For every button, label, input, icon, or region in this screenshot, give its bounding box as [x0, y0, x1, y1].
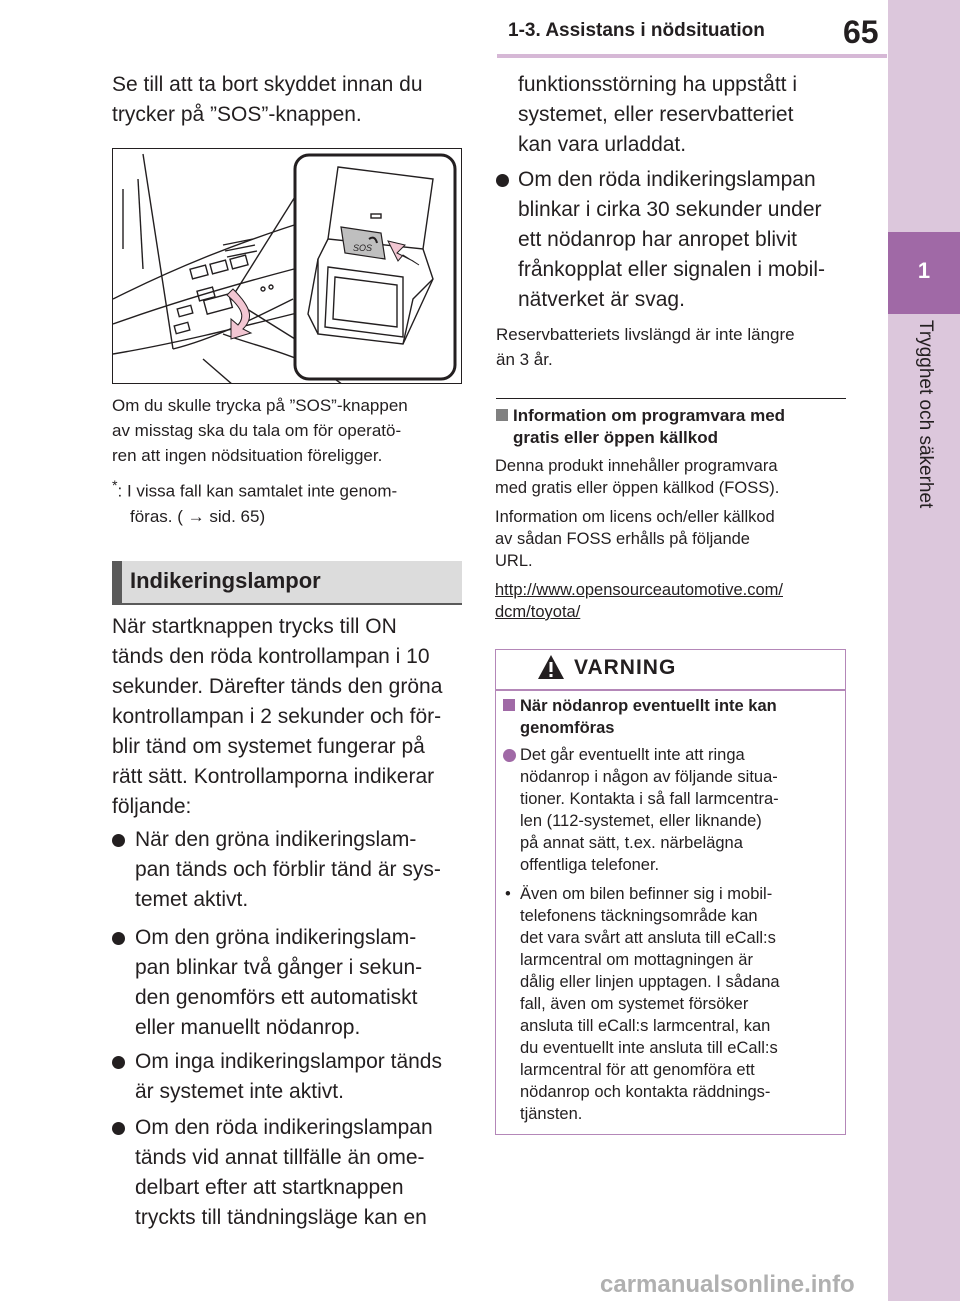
bullet-line: ett nödanrop har anropet blivit — [518, 228, 798, 251]
caption-line: ren att ingen nödsituation föreligger. — [112, 446, 383, 465]
warning-line: offentliga telefoner. — [520, 856, 660, 874]
battery-note — [496, 322, 795, 372]
bullet-line: När den gröna indikeringslam- — [135, 828, 417, 851]
continued-line: funktionsstörning ha uppstått i — [518, 73, 798, 96]
continued-text — [518, 70, 797, 160]
divider — [496, 398, 846, 399]
warning-line: Även om bilen befinner sig i mobil- — [520, 885, 773, 903]
sos-label: SOS — [353, 243, 373, 253]
footnote-page-link[interactable]: sid. 65) — [209, 506, 266, 526]
bullet-line: Om den röda indikeringslampan — [518, 168, 816, 191]
warning-line: telefonens täckningsområde kan — [520, 907, 758, 925]
warning-line: dålig eller linjen upptagen. I sådana — [520, 973, 780, 991]
figure-caption — [112, 393, 408, 468]
bullet-line: Om den gröna indikeringslam- — [135, 926, 417, 949]
warning-line: len (112-systemet, eller liknande) — [520, 812, 762, 830]
para-line: kontrollampan i 2 sekunder och för- — [112, 705, 442, 728]
section-heading-bar — [112, 561, 122, 603]
bullet-dot — [496, 174, 509, 187]
info-line: URL. — [495, 552, 533, 570]
url-line[interactable]: dcm/toyota/ — [495, 603, 581, 621]
side-strip — [888, 0, 960, 1301]
warning-line: ansluta till eCall:s larmcentral, kan — [520, 1017, 771, 1035]
intro-text — [112, 70, 423, 130]
page-number: 65 — [843, 14, 879, 50]
warning-line: på annat sätt, t.ex. närbelägna — [520, 834, 743, 852]
bullet-line: pan tänds och förblir tänd är sys- — [135, 858, 441, 881]
battery-line: Reservbatteriets livslängd är inte längre — [496, 325, 795, 344]
warning-line: tioner. Kontakta i så fall larmcentra- — [520, 790, 779, 808]
para-line: blir tänd om systemet fungerar på — [112, 735, 425, 758]
section-heading: Indikeringslampor — [130, 568, 321, 593]
bullet-line: temet aktivt. — [135, 888, 249, 911]
list-item — [518, 165, 825, 315]
warning-line: fall, även om systemet försöker — [520, 995, 749, 1013]
info-paragraph — [495, 455, 779, 499]
bullet-dot — [503, 749, 516, 762]
indicator-paragraph — [112, 612, 442, 822]
caption-line: av misstag ska du tala om för operatö- — [112, 421, 402, 440]
section-heading-rule — [112, 603, 462, 605]
bullet-line: nätverket är svag. — [518, 288, 685, 311]
warning-line: nödanrop i någon av följande situa- — [520, 768, 778, 786]
watermark: carmanualsonline.info — [600, 1271, 855, 1298]
bullet-line: är systemet inte aktivt. — [135, 1080, 344, 1103]
bullet-line: eller manuellt nödanrop. — [135, 1016, 361, 1039]
intro-line: Se till att ta bort skyddet innan du — [112, 73, 423, 96]
list-item — [135, 1047, 442, 1107]
footnote-line: föras. ( — [130, 506, 183, 526]
caption-line: Om du skulle trycka på ”SOS”-knappen — [112, 396, 408, 415]
continued-line: kan vara urladdat. — [518, 133, 687, 156]
arrow-icon: → — [182, 506, 210, 526]
warning-line: larmcentral om mottagningen är — [520, 951, 753, 969]
warning-subheading-line: genomföras — [520, 719, 615, 737]
para-line: När startknappen trycks till ON — [112, 615, 397, 638]
continued-line: systemet, eller reservbatteriet — [518, 103, 794, 126]
bullet-line: Om inga indikeringslampor tänds — [135, 1050, 442, 1073]
bullet-line: den genomförs ett automatiskt — [135, 986, 418, 1009]
footnote-mark: * — [112, 478, 118, 494]
warning-line: Det går eventuellt inte att ringa — [520, 746, 745, 764]
sos-button-illustration — [112, 148, 462, 384]
bullet-line: blinkar i cirka 30 sekunder under — [518, 198, 822, 221]
bullet-line: Om den röda indikeringslampan — [135, 1116, 433, 1139]
warning-line: du eventuellt inte ansluta till eCall:s — [520, 1039, 778, 1057]
bullet-dot — [112, 1056, 125, 1069]
warning-header-rule — [495, 689, 846, 691]
bullet-dot — [112, 932, 125, 945]
warning-subheading-line: När nödanrop eventuellt inte kan — [520, 697, 777, 715]
list-item — [135, 825, 441, 915]
chapter-number: 1 — [917, 258, 931, 283]
battery-line: än 3 år. — [496, 350, 553, 369]
header-rule — [497, 54, 887, 58]
info-line: av sådan FOSS erhålls på följande — [495, 530, 750, 548]
warning-item — [520, 883, 780, 1125]
bullet-dot — [112, 1122, 125, 1135]
list-item — [135, 1113, 433, 1233]
info-heading-line: Information om programvara med — [513, 406, 786, 425]
para-line: tänds den röda kontrollampan i 10 — [112, 645, 430, 668]
para-line: sekunder. Därefter tänds den gröna — [112, 675, 443, 698]
bullet-line: frånkopplat eller signalen i mobil- — [518, 258, 825, 281]
warning-line: det vara svårt att ansluta till eCall:s — [520, 929, 776, 947]
section-header-title: 1-3. Assistans i nödsituation — [508, 20, 765, 41]
chapter-label-text: Trygghet och säkerhet — [915, 320, 936, 509]
bullet-line: pan blinkar två gånger i sekun- — [135, 956, 423, 979]
bullet-line: delbart efter att startknappen — [135, 1176, 404, 1199]
warning-triangle-icon — [536, 653, 566, 681]
bullet-line: tryckts till tändningsläge kan en — [135, 1206, 427, 1229]
list-item — [135, 923, 422, 1043]
footnote — [112, 474, 397, 529]
bullet-dot — [112, 834, 125, 847]
warning-item — [520, 744, 779, 876]
chapter-label — [888, 320, 960, 560]
square-bullet-icon — [503, 699, 515, 711]
warning-line: larmcentral för att genomföra ett — [520, 1061, 755, 1079]
info-line: Denna produkt innehåller programvara — [495, 457, 778, 475]
warning-line: nödanrop och kontakta räddnings- — [520, 1083, 771, 1101]
url-line[interactable]: http://www.opensourceautomotive.com/ — [495, 581, 783, 599]
warning-line: tjänsten. — [520, 1105, 583, 1123]
info-line: Information om licens och/eller källkod — [495, 508, 775, 526]
bullet-glyph: • — [505, 885, 511, 903]
info-heading-line: gratis eller öppen källkod — [513, 428, 719, 447]
square-bullet-icon — [496, 409, 508, 421]
bullet-line: tänds vid annat tillfälle än ome- — [135, 1146, 425, 1169]
para-line: följande: — [112, 795, 192, 818]
license-url[interactable] — [495, 579, 783, 623]
warning-title: VARNING — [574, 656, 677, 679]
intro-line: trycker på ”SOS”-knappen. — [112, 103, 362, 126]
para-line: rätt sätt. Kontrollamporna indikerar — [112, 765, 435, 788]
sos-illustration-svg — [113, 149, 462, 384]
info-paragraph — [495, 506, 775, 572]
warning-subheading — [520, 695, 777, 739]
info-line: med gratis eller öppen källkod (FOSS). — [495, 479, 780, 497]
info-heading — [513, 405, 785, 449]
footnote-line: : I vissa fall kan samtalet inte genom- — [117, 481, 398, 501]
